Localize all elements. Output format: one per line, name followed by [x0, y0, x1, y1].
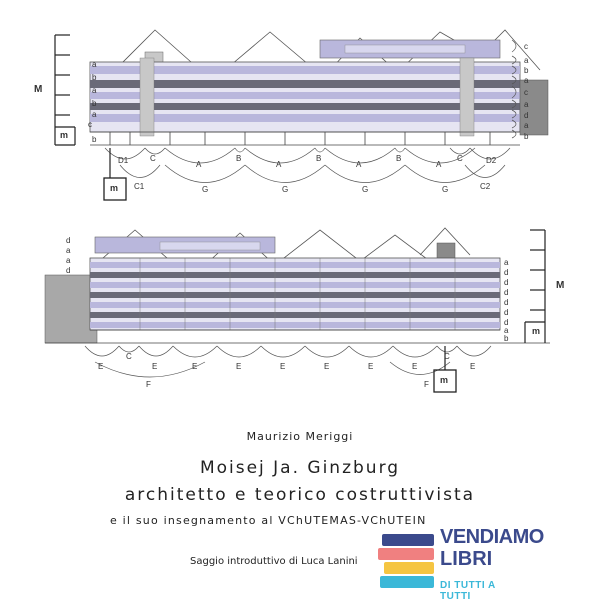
- scale-label-small-bottom: m: [532, 326, 541, 336]
- right-label-top: b: [524, 66, 529, 75]
- watermark-line1: VENDIAMO: [440, 526, 544, 548]
- bay-label-bottom: E: [324, 362, 330, 371]
- left-label-top: b: [92, 73, 97, 82]
- right-label-top: a: [524, 56, 529, 65]
- book-title-line2: architetto e teorico costruttivista: [124, 485, 476, 505]
- bay-label-bottom: E: [192, 362, 198, 371]
- bottom-label-top: C1: [134, 182, 145, 191]
- watermark-line2: LIBRI: [440, 548, 493, 570]
- bottom-label-bottom: F: [146, 380, 151, 389]
- scale-label-main-bottom: M: [556, 280, 565, 291]
- vendiamo-libri-watermark: [378, 526, 544, 602]
- bay-label-top: C: [457, 154, 463, 163]
- bay-label-bottom: E: [152, 362, 158, 371]
- left-label-top: a: [92, 86, 97, 95]
- right-label-bottom: d: [504, 268, 509, 277]
- bay-label-top: A: [196, 160, 202, 169]
- book-subtitle: e il suo insegnamento al VChUTEMAS-VChUTEIN: [110, 514, 427, 527]
- right-label-top: c: [524, 42, 528, 51]
- left-label-top: a: [92, 110, 97, 119]
- watermark-line3: DI TUTTI A TUTTI: [440, 580, 496, 602]
- right-label-bottom: a: [504, 326, 509, 335]
- right-label-bottom: d: [504, 318, 509, 327]
- bay-label-bottom: E: [412, 362, 418, 371]
- right-label-bottom: a: [504, 258, 509, 267]
- right-label-top: a: [524, 121, 529, 130]
- bay-label-top: A: [276, 160, 282, 169]
- left-label-bottom: a: [66, 256, 71, 265]
- bay-label-bottom: C: [126, 352, 132, 361]
- scale-label-small-top-2: m: [110, 183, 119, 193]
- left-label-bottom: d: [66, 236, 71, 245]
- bay-label-bottom: E: [236, 362, 242, 371]
- left-label-top: b: [92, 99, 97, 108]
- right-label-bottom: d: [504, 308, 509, 317]
- right-label-top: d: [524, 111, 529, 120]
- right-label-bottom: b: [504, 334, 509, 343]
- bay-label-top: A: [356, 160, 362, 169]
- left-label-top: c: [88, 120, 92, 129]
- scale-label-main-top: M: [34, 84, 43, 95]
- bay-label-bottom: C: [444, 352, 450, 361]
- right-label-bottom: d: [504, 288, 509, 297]
- bay-label-bottom: E: [470, 362, 476, 371]
- bay-label-bottom: E: [280, 362, 286, 371]
- bottom-label-bottom: F: [424, 380, 429, 389]
- bay-label-top: B: [396, 154, 402, 163]
- book-title-line1: Moisej Ja. Ginzburg: [199, 458, 401, 478]
- right-label-bottom: d: [504, 298, 509, 307]
- bay-label-top: B: [316, 154, 322, 163]
- right-label-top: b: [524, 132, 529, 141]
- left-label-bottom: d: [66, 266, 71, 275]
- scale-label-small-top: m: [60, 130, 69, 140]
- bottom-label-top: G: [202, 185, 209, 194]
- bottom-label-top: G: [282, 185, 289, 194]
- left-label-top: b: [92, 135, 97, 144]
- top-elevation: [55, 30, 548, 200]
- bay-label-top: D2: [486, 156, 497, 165]
- right-label-top: c: [524, 88, 528, 97]
- left-label-bottom: a: [66, 246, 71, 255]
- scale-label-small-bottom-2: m: [440, 375, 449, 385]
- bay-label-bottom: E: [98, 362, 104, 371]
- left-label-top: a: [92, 60, 97, 69]
- bottom-label-top: G: [362, 185, 369, 194]
- book-intro-credit: Saggio introduttivo di Luca Lanini: [190, 556, 358, 567]
- right-label-bottom: d: [504, 278, 509, 287]
- bay-label-bottom: E: [368, 362, 374, 371]
- book-author: Maurizio Meriggi: [246, 430, 354, 443]
- bay-label-top: D1: [118, 156, 129, 165]
- bay-label-top: B: [236, 154, 242, 163]
- bay-label-top: A: [436, 160, 442, 169]
- bay-label-top: C: [150, 154, 156, 163]
- right-label-top: a: [524, 100, 529, 109]
- bottom-label-top: G: [442, 185, 449, 194]
- books-stack-icon: [378, 532, 438, 592]
- right-label-top: a: [524, 76, 529, 85]
- bottom-label-top: C2: [480, 182, 491, 191]
